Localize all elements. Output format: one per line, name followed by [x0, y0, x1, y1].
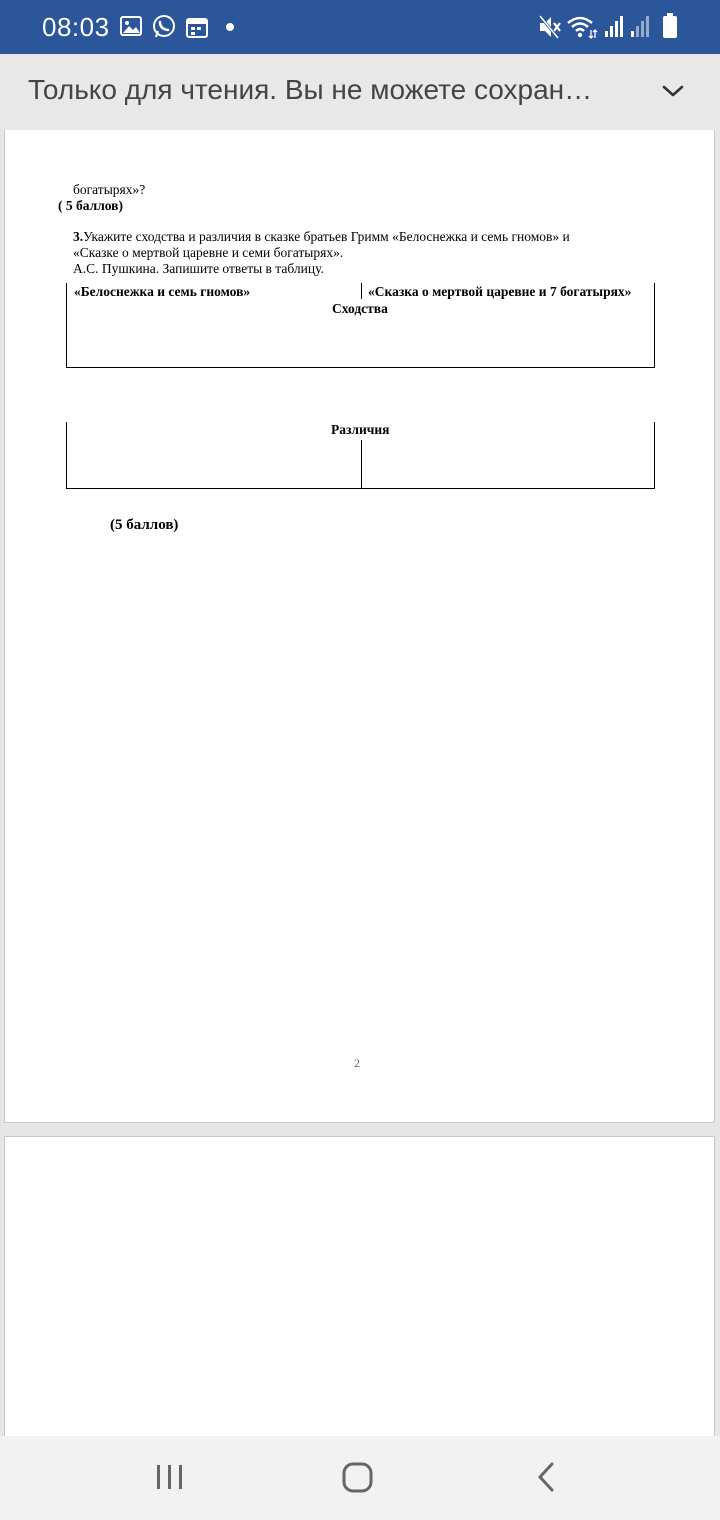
table-header-dead-princess: «Сказка о мертвой царевне и 7 богатырях»	[368, 284, 632, 299]
question-3-line-2: «Сказке о мертвой царевне и семи богатырях».	[73, 245, 344, 260]
recent-apps-icon[interactable]	[152, 1460, 188, 1498]
similarities-header: Сходства	[332, 301, 388, 316]
prev-question-tail: богатырях»?	[73, 182, 146, 197]
differences-header: Различия	[331, 422, 390, 437]
read-only-banner[interactable]	[0, 54, 720, 131]
home-icon[interactable]	[340, 1460, 376, 1498]
question-3-line-1	[73, 229, 570, 245]
calendar-icon	[186, 16, 208, 38]
document-viewport[interactable]	[0, 130, 720, 1436]
mute-icon	[538, 14, 562, 40]
status-time: 08:03	[42, 12, 110, 42]
signal-icon-2	[630, 14, 652, 38]
dot-icon	[226, 23, 234, 31]
read-only-message: Только для чтения. Вы не можете сохран…	[28, 74, 593, 105]
question-3-line-3: А.С. Пушкина. Запишите ответы в таблицу.	[73, 261, 324, 276]
points-label-2: (5 баллов)	[110, 517, 179, 533]
table-header-snow-white: «Белоснежка и семь гномов»	[74, 284, 251, 299]
battery-icon	[662, 13, 678, 39]
whatsapp-icon	[151, 14, 177, 40]
image-icon	[120, 16, 142, 36]
chevron-down-icon[interactable]	[660, 82, 686, 104]
document-page-next	[4, 1136, 715, 1436]
status-bar	[0, 0, 720, 54]
navigation-bar	[0, 1436, 720, 1520]
wifi-icon	[566, 14, 598, 40]
page-number: 2	[354, 1056, 360, 1070]
document-page	[4, 130, 715, 1123]
back-icon[interactable]	[528, 1460, 564, 1498]
question-number: 3.	[73, 229, 84, 244]
signal-icon	[604, 14, 626, 38]
points-label: ( 5 баллов)	[58, 198, 123, 213]
question-text: Укажите сходства и различия в сказке братьев Гримм «Белоснежка и семь гномов» и	[83, 229, 570, 244]
